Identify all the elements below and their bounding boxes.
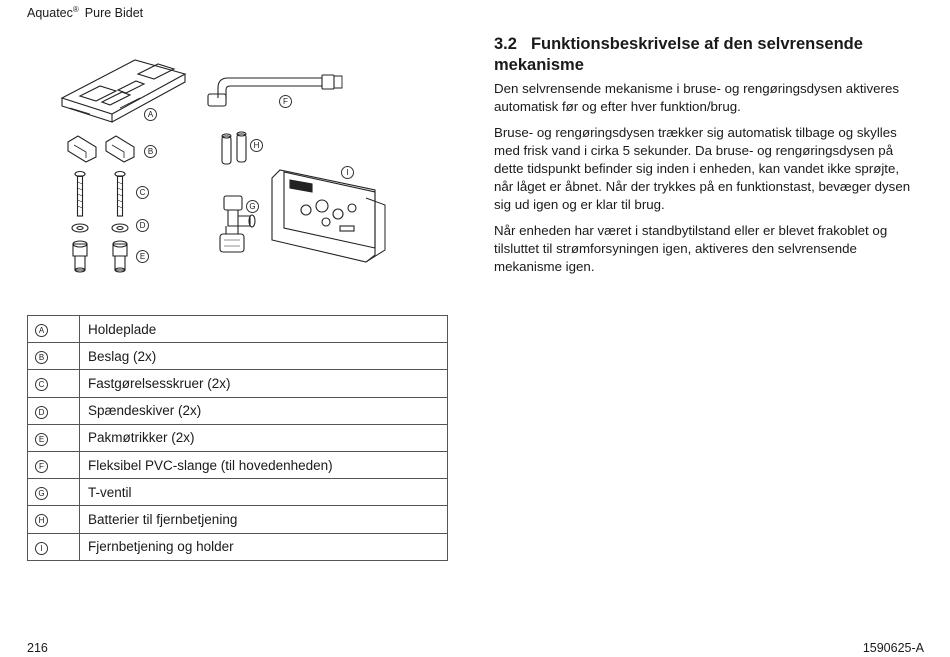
part-name: Fastgørelsesskruer (2x) (80, 370, 448, 397)
table-row (28, 533, 448, 560)
section-paragraph: Bruse- og rengøringsdysen trækker sig automatisk tilbage og skylles med frisk vand i cirka 5 sekunder. Da bruse- og rengøringsdysen på dette tidspunkt befinder sig inden i enheden, kan vandet ikke sprøjte, når låget er åbnet. Når der trykkes på en funktionstast, bevæger dysen sig ud igen og er klar til brug. (494, 125, 911, 212)
part-key: F (35, 460, 48, 473)
parts-table (27, 315, 448, 561)
part-key: I (35, 542, 48, 555)
hose-drawing (208, 75, 342, 106)
section-title: Funktionsbeskrivelse af den selvrensende mekanisme (494, 35, 863, 74)
page-header (27, 5, 143, 20)
document-number: 1590625-A (862, 641, 924, 655)
callout-g: G (246, 200, 259, 213)
callout-i: I (341, 166, 354, 179)
part-key: H (35, 514, 48, 527)
screws-drawing (75, 172, 125, 217)
table-row (28, 316, 448, 343)
section-paragraph: Når enheden har været i standbytilstand eller er blevet frakoblet og tilsluttet til strømforsyningen igen, aktiveres den selvrensende mekanisme igen. (494, 223, 888, 274)
callout-b: B (144, 145, 157, 158)
table-row (28, 424, 448, 451)
product-name: Pure Bidet (84, 6, 144, 21)
part-name: Holdeplade (80, 316, 448, 343)
mounting-plate-drawing (62, 60, 185, 122)
part-name: Batterier til fjernbetjening (80, 506, 448, 533)
table-row (28, 343, 448, 370)
section-paragraph: Den selvrensende mekanisme i bruse- og rengøringsdysen aktiveres automatisk før og efter hver funktion/brug. (494, 81, 900, 114)
callout-e: E (136, 250, 149, 263)
table-row (28, 370, 448, 397)
part-key: D (35, 406, 48, 419)
part-name: Pakmøtrikker (2x) (80, 424, 448, 451)
callout-c: C (136, 186, 149, 199)
table-row (28, 451, 448, 478)
brackets-drawing (68, 136, 134, 162)
batteries-drawing (222, 132, 246, 164)
table-row (28, 479, 448, 506)
page-number: 216 (27, 641, 48, 655)
part-key: G (35, 487, 48, 500)
parts-illustration (40, 50, 420, 290)
part-name: Beslag (2x) (80, 343, 448, 370)
brand-name: Aquatec (27, 6, 73, 21)
callout-d: D (136, 219, 149, 232)
washers-drawing (72, 224, 128, 232)
part-name: Spændeskiver (2x) (80, 397, 448, 424)
part-name: Fleksibel PVC-slange (til hovedenheden) (80, 451, 448, 478)
part-name: Fjernbetjening og holder (80, 533, 448, 560)
part-name: T-ventil (80, 479, 448, 506)
part-key: C (35, 378, 48, 391)
section-heading (494, 34, 919, 76)
nuts-drawing (73, 241, 127, 272)
remote-holder-drawing (272, 170, 385, 262)
part-key: B (35, 351, 48, 364)
section-number: 3.2 (494, 35, 517, 53)
table-row (28, 506, 448, 533)
callout-a: A (144, 108, 157, 121)
callout-h: H (250, 139, 263, 152)
registered-mark: ® (72, 5, 79, 14)
callout-f: F (279, 95, 292, 108)
part-key: E (35, 433, 48, 446)
section-3-2 (494, 34, 919, 284)
table-row (28, 397, 448, 424)
part-key: A (35, 324, 48, 337)
